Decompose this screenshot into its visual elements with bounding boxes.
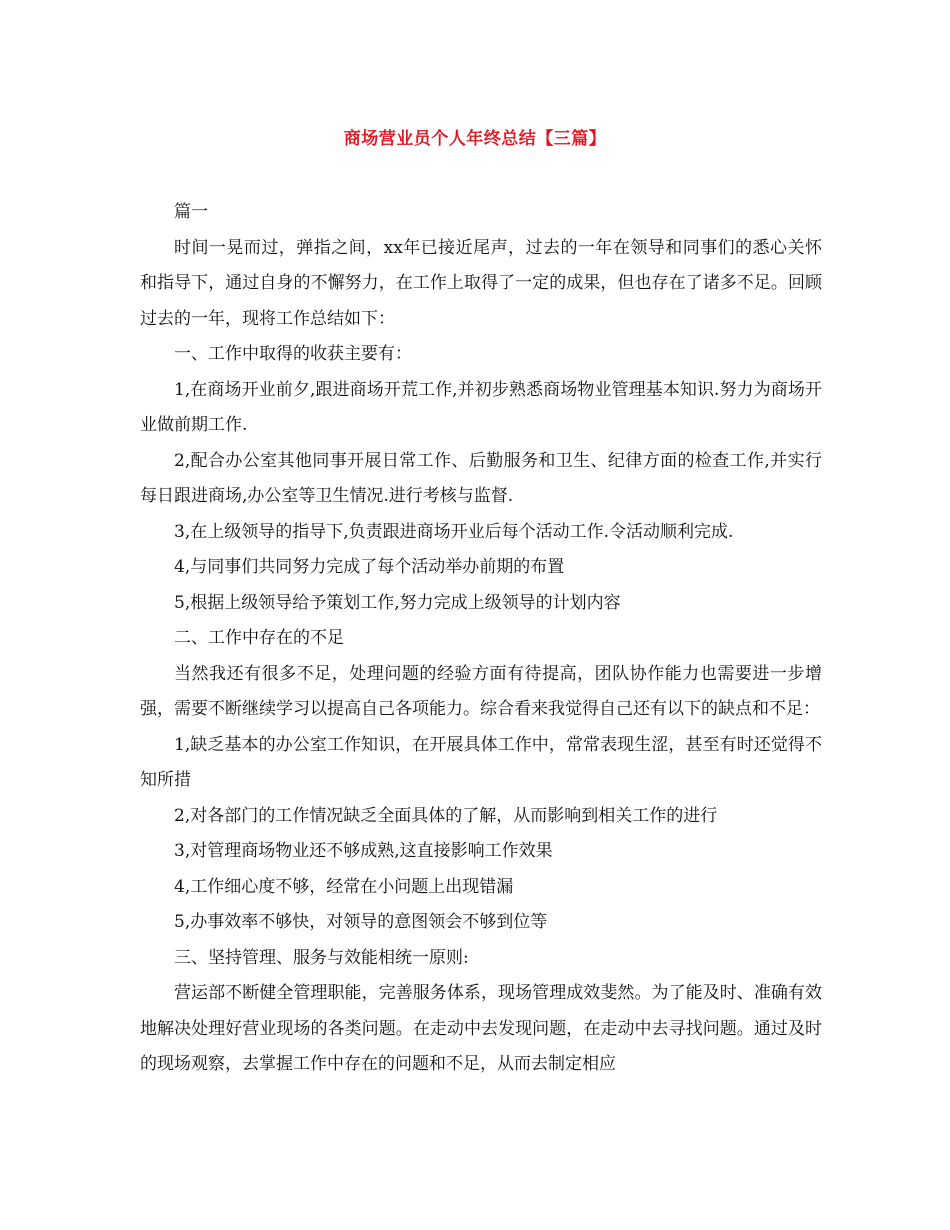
achievement-item: 4,与同事们共同努力完成了每个活动举办前期的布置 — [174, 557, 565, 577]
shortcomings-paragraph: 当然我还有很多不足，处理问题的经验方面有待提高，团队协作能力也需要进一步增强，需要不断继续学习以提高自己各项能力。综合看来我觉得自己还有以下的缺点和不足： — [140, 663, 822, 719]
heading-achievements: 一、工作中取得的收获主要有： — [174, 344, 412, 364]
shortcoming-item: 1,缺乏基本的办公室工作知识，在开展具体工作中，常常表现生涩，甚至有时还觉得不知所措 — [140, 734, 822, 790]
document-title: 商场营业员个人年终总结【三篇】 — [343, 129, 607, 149]
achievement-item: 3,在上级领导的指导下,负责跟进商场开业后每个活动工作.令活动顺利完成. — [174, 521, 734, 542]
intro-paragraph: 时间一晃而过，弹指之间，xx年已接近尾声，过去的一年在领导和同事们的悉心关怀和指导下，通过自身的不懈努力，在工作上取得了一定的成果，但也存在了诸多不足。回顾过去的一年，现将工作总结如下： — [140, 237, 822, 329]
operations-paragraph: 营运部不断健全管理职能，完善服务体系，现场管理成效斐然。为了能及时、准确有效地解决处理好营业现场的各类问题。在走动中去发现问题，在走动中去寻找问题。通过及时的现场观察，去掌握工作中存在的问题和不足，从而去制定相应 — [140, 983, 822, 1074]
section-heading-part-one: 篇一 — [174, 202, 208, 222]
shortcoming-item: 2,对各部门的工作情况缺乏全面具体的了解，从而影响到相关工作的进行 — [174, 805, 718, 826]
shortcoming-item: 4,工作细心度不够，经常在小问题上出现错漏 — [174, 876, 514, 897]
document-body — [140, 195, 822, 1083]
achievement-item: 1,在商场开业前夕,跟进商场开荒工作,并初步熟悉商场物业管理基本知识.努力为商场开业做前期工作. — [140, 379, 822, 435]
shortcoming-item: 3,对管理商场物业还不够成熟,这直接影响工作效果 — [174, 841, 553, 861]
heading-shortcomings: 二、工作中存在的不足 — [174, 628, 344, 648]
heading-principles: 三、坚持管理、服务与效能相统一原则: — [174, 947, 469, 968]
achievement-item: 5,根据上级领导给予策划工作,努力完成上级领导的计划内容 — [174, 592, 621, 613]
shortcoming-item: 5,办事效率不够快，对领导的意图领会不够到位等 — [174, 912, 548, 932]
achievement-item: 2,配合办公室其他同事开展日常工作、后勤服务和卫生、纪律方面的检查工作,并实行每日跟进商场,办公室等卫生情况.进行考核与监督. — [140, 450, 822, 506]
